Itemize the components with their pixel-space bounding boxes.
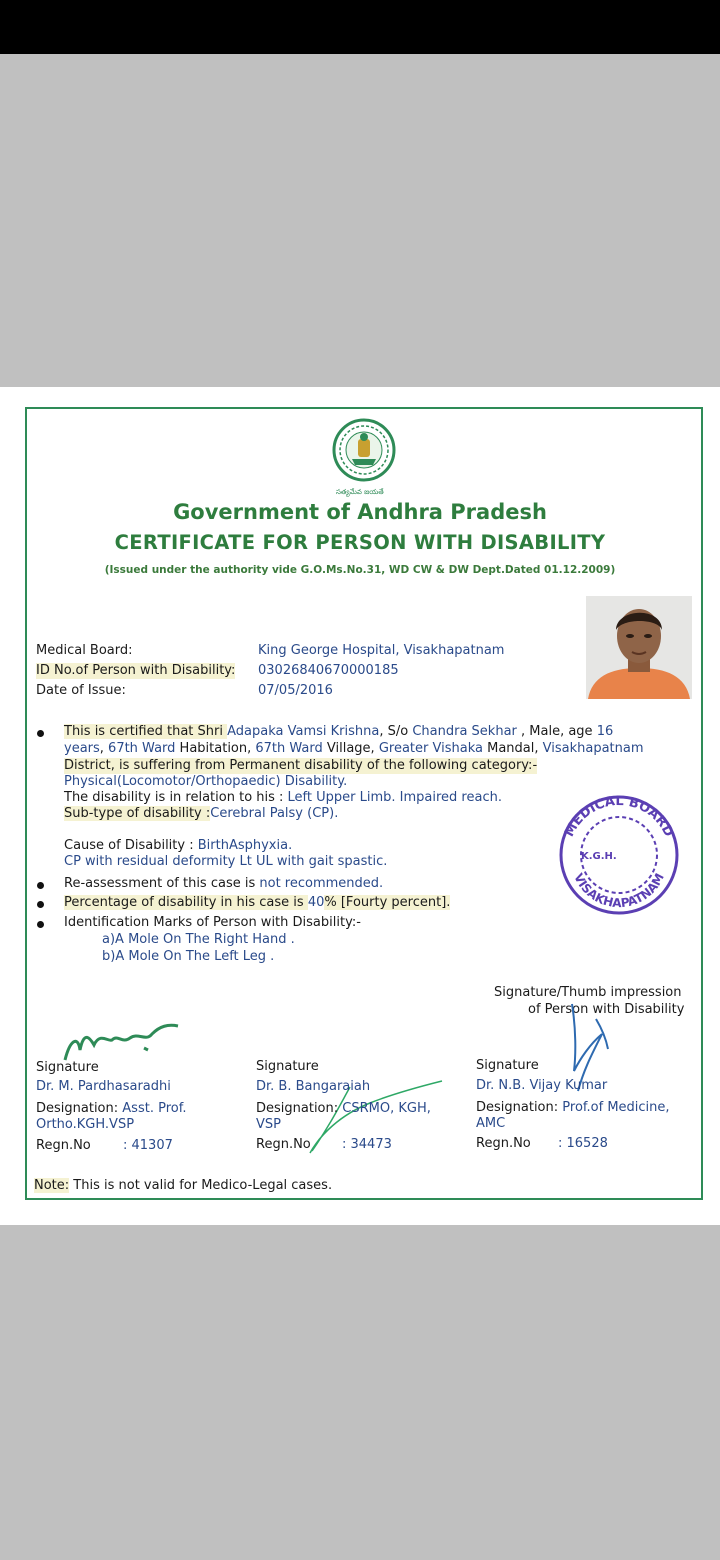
bullet-icon	[37, 921, 44, 928]
designation-value: Asst. Prof.	[122, 1101, 187, 1116]
signature-scribble-1-icon	[60, 1020, 190, 1065]
village-value: 67th Ward	[255, 741, 323, 756]
regn-label: Regn.No	[476, 1136, 531, 1151]
date-label: Date of Issue:	[36, 683, 126, 698]
thumb-label-1: Signature/Thumb impression	[494, 985, 682, 1000]
cert-text: Village,	[322, 741, 379, 756]
identification-mark-b: b)A Mole On The Left Leg .	[102, 949, 275, 964]
reassessment-label: Re-assessment of this case is	[64, 876, 260, 891]
designation-value-2: VSP	[256, 1117, 281, 1132]
government-title: Government of Andhra Pradesh	[173, 500, 547, 524]
designation-line	[256, 1101, 431, 1117]
cert-text: , Male, age	[521, 724, 597, 739]
signature-label: Signature	[476, 1058, 539, 1073]
subtype-value: Cerebral Palsy (CP).	[210, 806, 339, 821]
identification-label: Identification Marks of Person with Disability:-	[64, 915, 361, 930]
id-value: 03026840670000185	[258, 663, 399, 678]
bullet-icon	[37, 882, 44, 889]
certification-line-3: District, is suffering from Permanent disability of the following category:-	[64, 758, 538, 773]
issued-under-text: (Issued under the authority vide G.O.Ms.No.31, WD CW & DW Dept.Dated 01.12.2009)	[104, 564, 616, 576]
regn-label: Regn.No	[36, 1138, 91, 1153]
status-bar	[0, 0, 720, 54]
bullet-icon	[37, 730, 44, 737]
signatory-name: Dr. N.B. Vijay Kumar	[476, 1078, 608, 1093]
signature-label: Signature	[36, 1060, 99, 1075]
cert-text: Habitation,	[175, 741, 256, 756]
thumb-label-2: of Person with Disability	[528, 1002, 685, 1017]
cert-text: , S/o	[379, 724, 413, 739]
cert-text: years	[64, 741, 100, 756]
reassessment-value: not recommended.	[259, 876, 384, 891]
person-name: Adapaka Vamsi Krishna	[227, 724, 380, 739]
signature-label: Signature	[256, 1059, 319, 1074]
designation-line	[476, 1100, 670, 1116]
relation-line	[64, 790, 502, 806]
cause-line	[64, 838, 292, 854]
medical-board-stamp-icon	[551, 793, 686, 918]
designation-value-2: Ortho.KGH.VSP	[36, 1117, 135, 1132]
bullet-icon	[37, 901, 44, 908]
identification-mark-a: a)A Mole On The Right Hand .	[102, 932, 295, 947]
regn-value: : 41307	[123, 1138, 173, 1153]
certification-line-2	[64, 741, 644, 757]
certificate-title: CERTIFICATE FOR PERSON WITH DISABILITY	[114, 531, 606, 554]
percentage-label: Percentage of disability in his case is	[64, 895, 308, 910]
cert-text: ,	[99, 741, 109, 756]
certification-line-1	[64, 724, 613, 740]
district-value: Visakhapatnam	[542, 741, 644, 756]
regn-label: Regn.No	[256, 1137, 311, 1152]
ap-emblem-icon	[327, 417, 401, 489]
id-label: ID No.of Person with Disability:	[36, 663, 236, 678]
category-value: Physical(Locomotor/Orthopaedic) Disability.	[64, 774, 348, 789]
svg-text:VISAKHAPATNAM	[571, 871, 667, 910]
signatory-name: Dr. M. Pardhasaradhi	[36, 1079, 171, 1094]
mandal-value: Greater Vishaka	[378, 741, 483, 756]
percentage-tail: % [Fourty percent].	[324, 895, 451, 910]
father-name: Chandra Sekhar	[412, 724, 522, 739]
note-label: Note:	[34, 1178, 70, 1193]
subtype-line	[64, 806, 338, 822]
date-value: 07/05/2016	[258, 683, 333, 698]
cert-text: This is certified that Shri	[64, 724, 228, 739]
designation-line	[36, 1101, 186, 1117]
footer-note	[34, 1178, 332, 1194]
medical-board-value: King George Hospital, Visakhapatnam	[258, 643, 505, 658]
emblem-motto: సత్యమేవ జయతే	[336, 488, 384, 496]
cause-value: BirthAsphyxia.	[197, 838, 293, 853]
cert-text: Mandal,	[482, 741, 543, 756]
regn-value: : 16528	[558, 1136, 608, 1151]
stamp-center-text: K.G.H.	[581, 851, 617, 862]
note-text: This is not valid for Medico-Legal cases.	[69, 1178, 333, 1193]
designation-value: CSRMO, KGH,	[342, 1101, 431, 1116]
regn-value: : 34473	[342, 1137, 392, 1152]
relation-label: The disability is in relation to his :	[64, 790, 288, 805]
designation-label: Designation:	[256, 1101, 339, 1116]
reassessment-line	[64, 876, 383, 892]
signatory-name: Dr. B. Bangaraiah	[256, 1079, 371, 1094]
certificate-document	[0, 387, 720, 1225]
habitation-value: 67th Ward	[108, 741, 176, 756]
percentage-line	[64, 895, 450, 911]
designation-label: Designation:	[476, 1100, 559, 1115]
subtype-label: Sub-type of disability :	[64, 806, 211, 821]
stamp-top-text: MEDICAL BOARD	[561, 793, 677, 840]
relation-value: Left Upper Limb. Impaired reach.	[287, 790, 502, 805]
designation-value: Prof.of Medicine,	[562, 1100, 670, 1115]
designation-value-2: AMC	[476, 1116, 506, 1131]
medical-board-label: Medical Board:	[36, 643, 133, 658]
designation-label: Designation:	[36, 1101, 119, 1116]
cause-label: Cause of Disability :	[64, 838, 198, 853]
stamp-bottom-text: VISAKHAPATNAM	[571, 870, 667, 911]
percentage-value: 40	[307, 895, 325, 910]
age-value: 16	[596, 724, 614, 739]
person-photo	[586, 596, 692, 699]
cause-detail: CP with residual deformity Lt UL with gait spastic.	[64, 854, 388, 869]
